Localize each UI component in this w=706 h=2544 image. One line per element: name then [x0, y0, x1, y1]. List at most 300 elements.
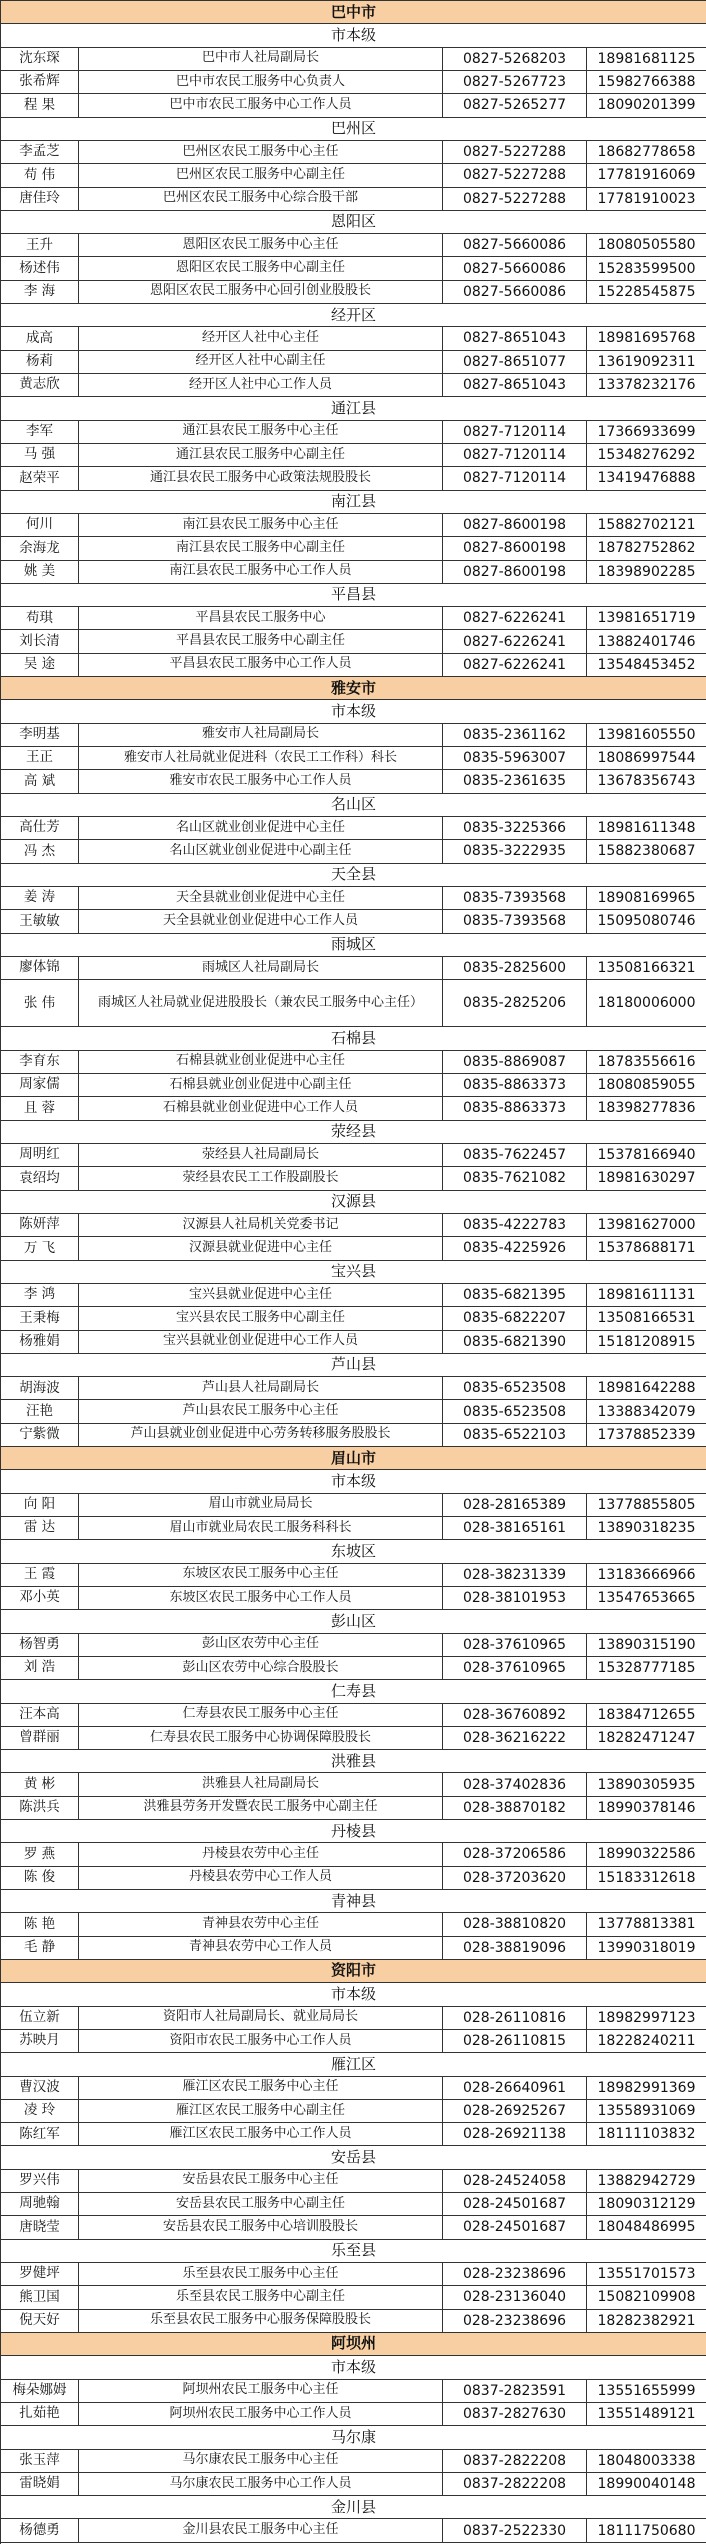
mobile-number: 13882401746: [587, 630, 706, 653]
office-phone: 0827-5265277: [443, 94, 587, 117]
office-phone: 028-38870182: [443, 1797, 587, 1820]
office-phone: 028-37203620: [443, 1867, 587, 1890]
person-name: 胡海波: [1, 1377, 79, 1400]
mobile-number: 13990318019: [587, 1937, 706, 1960]
person-name: 杨述伟: [1, 257, 79, 280]
person-name: 邓小英: [1, 1587, 79, 1610]
job-title: 通江县农民工服务中心主任: [79, 421, 443, 444]
person-name: 何川: [1, 514, 79, 537]
office-phone: 0827-8600198: [443, 537, 587, 560]
job-title: 汉源县就业促进中心主任: [79, 1237, 443, 1260]
job-title: 彭山区农劳中心主任: [79, 1634, 443, 1657]
office-phone: 028-24501687: [443, 2216, 587, 2239]
person-name: 罗健坪: [1, 2263, 79, 2286]
mobile-number: 18783556616: [587, 1051, 706, 1074]
person-name: 汪艳: [1, 1400, 79, 1423]
person-name: 赵荣平: [1, 467, 79, 490]
job-title: 芦山县人社局副局长: [79, 1377, 443, 1400]
job-title: 乐至县农民工服务中心副主任: [79, 2286, 443, 2309]
office-phone: 0835-7622457: [443, 1144, 587, 1167]
person-name: 杨德勇: [1, 2519, 79, 2542]
job-title: 雨城区人社局副局长: [79, 957, 443, 980]
job-title: 宝兴县就业创业促进中心工作人员: [79, 1331, 443, 1354]
office-phone: 0827-6226241: [443, 607, 587, 630]
job-title: 石棉县就业创业促进中心工作人员: [79, 1097, 443, 1120]
job-title: 南江县农民工服务中心工作人员: [79, 561, 443, 584]
job-title: 汉源县人社局机关党委书记: [79, 1214, 443, 1237]
office-phone: 0827-8651043: [443, 374, 587, 397]
person-name: 李军: [1, 421, 79, 444]
city-header: 阿坝州: [1, 2333, 706, 2356]
office-phone: 0835-2361635: [443, 770, 587, 793]
office-phone: 0835-4222783: [443, 1214, 587, 1237]
person-name: 苟 伟: [1, 164, 79, 187]
office-phone: 0837-2827630: [443, 2403, 587, 2426]
mobile-number: 18111750680: [587, 2519, 706, 2542]
office-phone: 028-26110815: [443, 2030, 587, 2053]
person-name: 向 阳: [1, 1494, 79, 1517]
office-phone: 028-38810820: [443, 1913, 587, 1936]
job-title: 安岳县农民工服务中心主任: [79, 2170, 443, 2193]
office-phone: 0827-5227288: [443, 164, 587, 187]
district-header: 荥经县: [1, 1121, 706, 1144]
office-phone: 0827-5660086: [443, 257, 587, 280]
mobile-number: 18398902285: [587, 561, 706, 584]
mobile-number: 15183312618: [587, 1867, 706, 1890]
person-name: 高 斌: [1, 770, 79, 793]
office-phone: 0835-6523508: [443, 1377, 587, 1400]
mobile-number: 18090312129: [587, 2193, 706, 2216]
mobile-number: 13778813381: [587, 1913, 706, 1936]
mobile-number: 13551655999: [587, 2380, 706, 2403]
person-name: 梅朵娜姆: [1, 2380, 79, 2403]
office-phone: 028-26921138: [443, 2123, 587, 2146]
person-name: 李明基: [1, 724, 79, 747]
job-title: 资阳市农民工服务中心工作人员: [79, 2030, 443, 2053]
district-header: 汉源县: [1, 1191, 706, 1214]
office-phone: 0827-6226241: [443, 654, 587, 677]
job-title: 眉山市就业局农民工服务科科长: [79, 1517, 443, 1540]
mobile-number: 18282382921: [587, 2310, 706, 2333]
office-phone: 028-26640961: [443, 2077, 587, 2100]
district-header: 市本级: [1, 1983, 706, 2006]
person-name: 陈妍萍: [1, 1214, 79, 1237]
job-title: 恩阳区农民工服务中心主任: [79, 234, 443, 257]
job-title: 丹棱县农劳中心主任: [79, 1843, 443, 1866]
mobile-number: 18908169965: [587, 887, 706, 910]
district-header: 市本级: [1, 24, 706, 47]
mobile-number: 13678356743: [587, 770, 706, 793]
city-header: 眉山市: [1, 1447, 706, 1470]
district-header: 金川县: [1, 2496, 706, 2519]
job-title: 巴中市农民工服务中心负责人: [79, 71, 443, 94]
person-name: 刘长清: [1, 630, 79, 653]
job-title: 乐至县农民工服务中心主任: [79, 2263, 443, 2286]
office-phone: 0827-5660086: [443, 234, 587, 257]
mobile-number: 18090201399: [587, 94, 706, 117]
district-header: 马尔康: [1, 2426, 706, 2449]
job-title: 阿坝州农民工服务中心主任: [79, 2380, 443, 2403]
job-title: 洪雅县人社局副局长: [79, 1773, 443, 1796]
office-phone: 0835-3222935: [443, 840, 587, 863]
mobile-number: 13551701573: [587, 2263, 706, 2286]
office-phone: 028-23238696: [443, 2263, 587, 2286]
office-phone: 0835-8863373: [443, 1097, 587, 1120]
office-phone: 028-37610965: [443, 1634, 587, 1657]
mobile-number: 15328777185: [587, 1657, 706, 1680]
person-name: 杨智勇: [1, 1634, 79, 1657]
mobile-number: 18981681125: [587, 48, 706, 71]
mobile-number: 18982991369: [587, 2077, 706, 2100]
job-title: 通江县农民工服务中心政策法规股股长: [79, 467, 443, 490]
mobile-number: 18398277836: [587, 1097, 706, 1120]
office-phone: 028-38819096: [443, 1937, 587, 1960]
person-name: 苟琪: [1, 607, 79, 630]
mobile-number: 18990040148: [587, 2473, 706, 2496]
person-name: 张玉萍: [1, 2450, 79, 2473]
mobile-number: 13981627000: [587, 1214, 706, 1237]
person-name: 刘 浩: [1, 1657, 79, 1680]
job-title: 芦山县农民工服务中心主任: [79, 1400, 443, 1423]
office-phone: 028-23136040: [443, 2286, 587, 2309]
mobile-number: 13981651719: [587, 607, 706, 630]
mobile-number: 13890305935: [587, 1773, 706, 1796]
mobile-number: 18981611348: [587, 817, 706, 840]
mobile-number: 18086997544: [587, 747, 706, 770]
mobile-number: 18080505580: [587, 234, 706, 257]
person-name: 凌 玲: [1, 2100, 79, 2123]
mobile-number: 15882702121: [587, 514, 706, 537]
job-title: 雅安市人社局就业促进科（农民工工作科）科长: [79, 747, 443, 770]
job-title: 巴中市农民工服务中心工作人员: [79, 94, 443, 117]
office-phone: 028-26925267: [443, 2100, 587, 2123]
person-name: 倪天好: [1, 2310, 79, 2333]
mobile-number: 18384712655: [587, 1704, 706, 1727]
mobile-number: 13548453452: [587, 654, 706, 677]
person-name: 廖体锦: [1, 957, 79, 980]
person-name: 罗 燕: [1, 1843, 79, 1866]
job-title: 石棉县就业创业促进中心副主任: [79, 1074, 443, 1097]
district-header: 通江县: [1, 397, 706, 420]
mobile-number: 18981630297: [587, 1167, 706, 1190]
district-header: 青神县: [1, 1890, 706, 1913]
job-title: 名山区就业创业促进中心主任: [79, 817, 443, 840]
person-name: 周明红: [1, 1144, 79, 1167]
person-name: 陈红军: [1, 2123, 79, 2146]
person-name: 李孟芝: [1, 141, 79, 164]
office-phone: 0827-5227288: [443, 141, 587, 164]
mobile-number: 17781910023: [587, 188, 706, 211]
job-title: 雁江区农民工服务中心副主任: [79, 2100, 443, 2123]
office-phone: 028-24501687: [443, 2193, 587, 2216]
office-phone: 028-36216222: [443, 1727, 587, 1750]
office-phone: 0835-6822207: [443, 1307, 587, 1330]
job-title: 天全县就业创业促进中心工作人员: [79, 910, 443, 933]
district-header: 平昌县: [1, 584, 706, 607]
job-title: 资阳市人社局副局长、就业局局长: [79, 2007, 443, 2030]
job-title: 荥经县农民工工作股副股长: [79, 1167, 443, 1190]
job-title: 平昌县农民工服务中心: [79, 607, 443, 630]
person-name: 余海龙: [1, 537, 79, 560]
person-name: 宁紫微: [1, 1424, 79, 1447]
office-phone: 0827-5660086: [443, 281, 587, 304]
office-phone: 028-37402836: [443, 1773, 587, 1796]
district-header: 安岳县: [1, 2146, 706, 2169]
mobile-number: 13890315190: [587, 1634, 706, 1657]
person-name: 姜 涛: [1, 887, 79, 910]
job-title: 南江县农民工服务中心主任: [79, 514, 443, 537]
office-phone: 028-23238696: [443, 2310, 587, 2333]
person-name: 李 鸿: [1, 1284, 79, 1307]
mobile-number: 18981611131: [587, 1284, 706, 1307]
job-title: 青神县农劳中心工作人员: [79, 1937, 443, 1960]
office-phone: 0837-2822208: [443, 2473, 587, 2496]
job-title: 安岳县农民工服务中心培训股股长: [79, 2216, 443, 2239]
mobile-number: 18111103832: [587, 2123, 706, 2146]
person-name: 陈 艳: [1, 1913, 79, 1936]
mobile-number: 15228545875: [587, 281, 706, 304]
person-name: 马 强: [1, 444, 79, 467]
job-title: 青神县农劳中心主任: [79, 1913, 443, 1936]
person-name: 曾群丽: [1, 1727, 79, 1750]
job-title: 恩阳区农民工服务中心副主任: [79, 257, 443, 280]
job-title: 彭山区农劳中心综合股股长: [79, 1657, 443, 1680]
office-phone: 028-37206586: [443, 1843, 587, 1866]
person-name: 万 飞: [1, 1237, 79, 1260]
job-title: 恩阳区农民工服务中心回引创业股股长: [79, 281, 443, 304]
office-phone: 0835-2361162: [443, 724, 587, 747]
office-phone: 0835-6821390: [443, 1331, 587, 1354]
person-name: 且 蓉: [1, 1097, 79, 1120]
person-name: 王秉梅: [1, 1307, 79, 1330]
office-phone: 0835-8869087: [443, 1051, 587, 1074]
mobile-number: 15348276292: [587, 444, 706, 467]
district-header: 石棉县: [1, 1027, 706, 1050]
mobile-number: 17378852339: [587, 1424, 706, 1447]
office-phone: 0835-7393568: [443, 910, 587, 933]
district-header: 名山区: [1, 794, 706, 817]
job-title: 经开区人社中心工作人员: [79, 374, 443, 397]
job-title: 经开区人社中心主任: [79, 327, 443, 350]
person-name: 唐佳玲: [1, 188, 79, 211]
mobile-number: 13890318235: [587, 1517, 706, 1540]
person-name: 杨莉: [1, 351, 79, 374]
job-title: 经开区人社中心副主任: [79, 351, 443, 374]
district-header: 雨城区: [1, 934, 706, 957]
job-title: 通江县农民工服务中心副主任: [79, 444, 443, 467]
person-name: 曹汉波: [1, 2077, 79, 2100]
mobile-number: 18048486995: [587, 2216, 706, 2239]
person-name: 张希辉: [1, 71, 79, 94]
job-title: 马尔康农民工服务中心主任: [79, 2450, 443, 2473]
job-title: 丹棱县农劳中心工作人员: [79, 1867, 443, 1890]
person-name: 毛 静: [1, 1937, 79, 1960]
office-phone: 0835-7621082: [443, 1167, 587, 1190]
office-phone: 0827-5267723: [443, 71, 587, 94]
mobile-number: 18048003338: [587, 2450, 706, 2473]
person-name: 唐晓莹: [1, 2216, 79, 2239]
job-title: 仁寿县农民工服务中心协调保障股股长: [79, 1727, 443, 1750]
job-title: 巴中市人社局副局长: [79, 48, 443, 71]
person-name: 高仕芳: [1, 817, 79, 840]
district-header: 巴州区: [1, 118, 706, 141]
office-phone: 0827-8600198: [443, 514, 587, 537]
mobile-number: 13558931069: [587, 2100, 706, 2123]
district-header: 恩阳区: [1, 211, 706, 234]
city-header: 资阳市: [1, 1960, 706, 1983]
job-title: 仁寿县农民工服务中心主任: [79, 1704, 443, 1727]
job-title: 宝兴县就业促进中心主任: [79, 1284, 443, 1307]
person-name: 陈洪兵: [1, 1797, 79, 1820]
district-header: 宝兴县: [1, 1261, 706, 1284]
district-header: 市本级: [1, 1470, 706, 1493]
office-phone: 0827-7120114: [443, 444, 587, 467]
job-title: 南江县农民工服务中心副主任: [79, 537, 443, 560]
district-header: 芦山县: [1, 1354, 706, 1377]
mobile-number: 17366933699: [587, 421, 706, 444]
mobile-number: 13619092311: [587, 351, 706, 374]
office-phone: 0835-2825206: [443, 980, 587, 1027]
office-phone: 028-38231339: [443, 1564, 587, 1587]
job-title: 眉山市就业局局长: [79, 1494, 443, 1517]
job-title: 巴州区农民工服务中心主任: [79, 141, 443, 164]
person-name: 伍立新: [1, 2007, 79, 2030]
office-phone: 0827-7120114: [443, 467, 587, 490]
person-name: 熊卫国: [1, 2286, 79, 2309]
person-name: 张 伟: [1, 980, 79, 1027]
job-title: 马尔康农民工服务中心工作人员: [79, 2473, 443, 2496]
person-name: 冯 杰: [1, 840, 79, 863]
mobile-number: 15982766388: [587, 71, 706, 94]
mobile-number: 13419476888: [587, 467, 706, 490]
mobile-number: 18782752862: [587, 537, 706, 560]
person-name: 王正: [1, 747, 79, 770]
person-name: 王 霞: [1, 1564, 79, 1587]
person-name: 杨雅娟: [1, 1331, 79, 1354]
district-header: 乐至县: [1, 2240, 706, 2263]
person-name: 雷晓娟: [1, 2473, 79, 2496]
office-phone: 0835-2825600: [443, 957, 587, 980]
person-name: 姚 美: [1, 561, 79, 584]
job-title: 阿坝州农民工服务中心工作人员: [79, 2403, 443, 2426]
job-title: 金川县农民工服务中心主任: [79, 2519, 443, 2542]
office-phone: 0827-8651077: [443, 351, 587, 374]
district-header: 市本级: [1, 700, 706, 723]
district-header: 经开区: [1, 304, 706, 327]
office-phone: 028-26110816: [443, 2007, 587, 2030]
office-phone: 0827-5268203: [443, 48, 587, 71]
person-name: 王敏敏: [1, 910, 79, 933]
district-header: 市本级: [1, 2356, 706, 2379]
office-phone: 028-28165389: [443, 1494, 587, 1517]
person-name: 扎茹艳: [1, 2403, 79, 2426]
mobile-number: 18080859055: [587, 1074, 706, 1097]
job-title: 洪雅县劳务开发暨农民工服务中心副主任: [79, 1797, 443, 1820]
district-header: 南江县: [1, 491, 706, 514]
job-title: 雅安市农民工服务中心工作人员: [79, 770, 443, 793]
district-header: 天全县: [1, 864, 706, 887]
office-phone: 0835-6821395: [443, 1284, 587, 1307]
mobile-number: 13547653665: [587, 1587, 706, 1610]
office-phone: 0835-4225926: [443, 1237, 587, 1260]
job-title: 天全县就业创业促进中心主任: [79, 887, 443, 910]
person-name: 王升: [1, 234, 79, 257]
mobile-number: 18180006000: [587, 980, 706, 1027]
mobile-number: 13378232176: [587, 374, 706, 397]
mobile-number: 18228240211: [587, 2030, 706, 2053]
office-phone: 028-37610965: [443, 1657, 587, 1680]
office-phone: 0827-8600198: [443, 561, 587, 584]
person-name: 汪本高: [1, 1704, 79, 1727]
person-name: 苏映月: [1, 2030, 79, 2053]
district-header: 彭山区: [1, 1610, 706, 1633]
office-phone: 0827-6226241: [443, 630, 587, 653]
district-header: 丹棱县: [1, 1820, 706, 1843]
office-phone: 028-36760892: [443, 1704, 587, 1727]
mobile-number: 15095080746: [587, 910, 706, 933]
office-phone: 0835-6522103: [443, 1424, 587, 1447]
job-title: 巴州区农民工服务中心综合股干部: [79, 188, 443, 211]
mobile-number: 15378166940: [587, 1144, 706, 1167]
mobile-number: 17781916069: [587, 164, 706, 187]
mobile-number: 18981642288: [587, 1377, 706, 1400]
city-header: 巴中市: [1, 1, 706, 24]
job-title: 东坡区农民工服务中心工作人员: [79, 1587, 443, 1610]
job-title: 荥经县人社局副局长: [79, 1144, 443, 1167]
office-phone: 0835-6523508: [443, 1400, 587, 1423]
office-phone: 0835-8863373: [443, 1074, 587, 1097]
district-header: 东坡区: [1, 1540, 706, 1563]
mobile-number: 13551489121: [587, 2403, 706, 2426]
mobile-number: 13508166321: [587, 957, 706, 980]
mobile-number: 15378688171: [587, 1237, 706, 1260]
mobile-number: 13183666966: [587, 1564, 706, 1587]
person-name: 陈 俊: [1, 1867, 79, 1890]
office-phone: 028-38101953: [443, 1587, 587, 1610]
mobile-number: 13388342079: [587, 1400, 706, 1423]
mobile-number: 18981695768: [587, 327, 706, 350]
job-title: 芦山县就业创业促进中心劳务转移服务股股长: [79, 1424, 443, 1447]
mobile-number: 13882942729: [587, 2170, 706, 2193]
mobile-number: 18990378146: [587, 1797, 706, 1820]
person-name: 周家儒: [1, 1074, 79, 1097]
job-title: 平昌县农民工服务中心副主任: [79, 630, 443, 653]
mobile-number: 13508166531: [587, 1307, 706, 1330]
district-header: 仁寿县: [1, 1680, 706, 1703]
district-header: 雁江区: [1, 2053, 706, 2076]
mobile-number: 13778855805: [587, 1494, 706, 1517]
person-name: 周驰翰: [1, 2193, 79, 2216]
mobile-number: 15082109908: [587, 2286, 706, 2309]
person-name: 黄志欣: [1, 374, 79, 397]
person-name: 李 海: [1, 281, 79, 304]
office-phone: 0837-2822208: [443, 2450, 587, 2473]
office-phone: 0827-5227288: [443, 188, 587, 211]
office-phone: 0835-7393568: [443, 887, 587, 910]
job-title: 雁江区农民工服务中心主任: [79, 2077, 443, 2100]
mobile-number: 15181208915: [587, 1331, 706, 1354]
job-title: 巴州区农民工服务中心副主任: [79, 164, 443, 187]
city-header: 雅安市: [1, 677, 706, 700]
mobile-number: 13981605550: [587, 724, 706, 747]
person-name: 成高: [1, 327, 79, 350]
job-title: 雁江区农民工服务中心工作人员: [79, 2123, 443, 2146]
job-title: 安岳县农民工服务中心副主任: [79, 2193, 443, 2216]
person-name: 黄 彬: [1, 1773, 79, 1796]
mobile-number: 18982997123: [587, 2007, 706, 2030]
person-name: 罗兴伟: [1, 2170, 79, 2193]
mobile-number: 18990322586: [587, 1843, 706, 1866]
